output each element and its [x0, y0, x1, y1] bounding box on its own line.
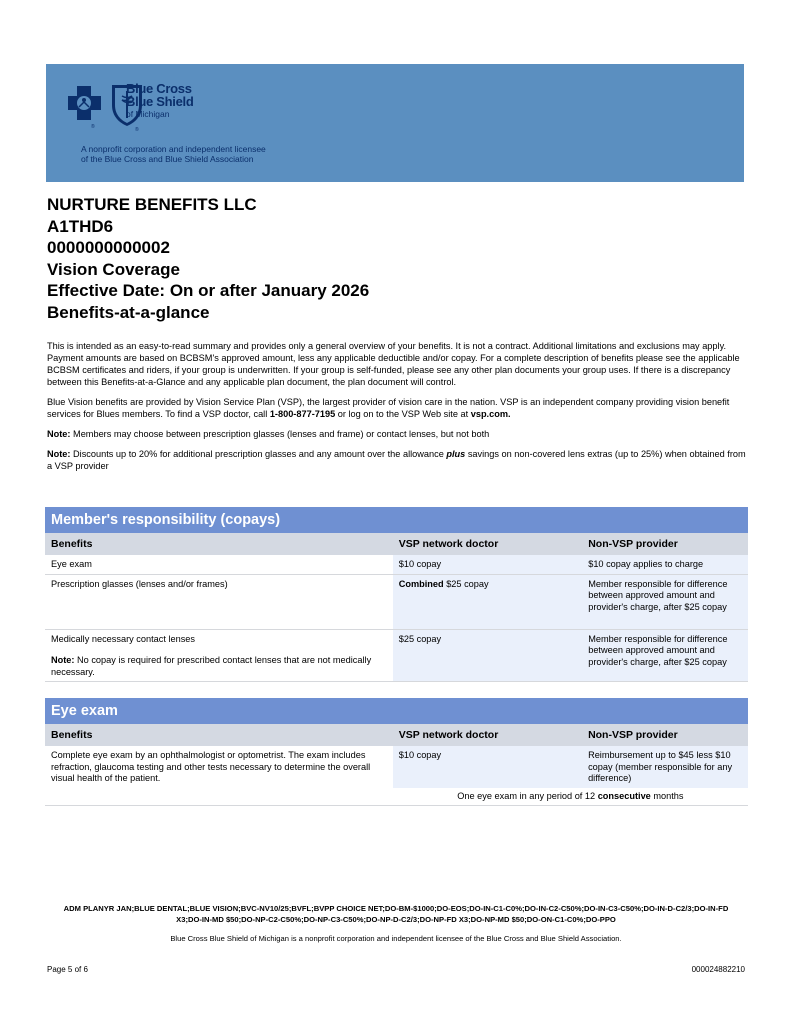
intro-paragraph-1: This is intended as an easy-to-read summary and provides only a general overview of your benefits. It is not a contract. Additional limitations and exclusions may apply. Payment amounts are based on BCBSM's approved amount, less any applicable deductible and/or copay. For a complete description of benefits please see the applicable BCBSM certificates and riders, if your group is underwritten. If your group is self-funded, please see any other plan documents your group uses. If there is a discrepancy between this Benefits-at-a-Glance and any applicable plan document, the plan document will control. — [47, 341, 740, 387]
vsp-cell: $10 copay — [393, 555, 582, 574]
eye-exam-section-title: Eye exam — [45, 698, 748, 724]
tagline-line-1: A nonprofit corporation and independent licensee — [81, 144, 266, 154]
table-row — [45, 555, 748, 574]
brand-line-2: Blue Shield — [126, 94, 194, 109]
frequency-note — [393, 788, 748, 806]
intro-paragraph-2 — [47, 396, 747, 420]
note-2-emphasis: plus — [446, 449, 466, 459]
brand-name — [126, 82, 194, 121]
benefit-cell: Complete eye exam by an ophthalmologist or optometrist. The exam includes refraction, glaucoma testing and other tests necessary to determine the overall visual health of the patient. — [51, 750, 371, 783]
column-header-vsp: VSP network doctor — [393, 533, 582, 555]
vsp-cell — [393, 574, 582, 629]
note-2-text-b: savings on non-covered lens extras (up to 25%) when obtained from a VSP provider — [47, 449, 746, 471]
frequency-text-b: months — [650, 790, 684, 801]
document-id: 000024882210 — [691, 965, 745, 974]
column-header-non-vsp: Non-VSP provider — [582, 533, 748, 555]
intro-text — [47, 340, 747, 480]
footer-disclaimer: Blue Cross Blue Shield of Michigan is a nonprofit corporation and independent licensee of the Blue Cross and Blue Shield Association. — [170, 934, 622, 943]
table-footer-row — [45, 788, 748, 806]
benefit-name: Medically necessary contact lenses — [51, 633, 196, 644]
brand-line-3: of Michigan — [126, 109, 170, 119]
group-number: 0000000000002 — [47, 238, 170, 257]
non-vsp-cell: Member responsible for difference between approved amount and provider's charge, after $25 copay — [582, 574, 748, 629]
copays-section — [45, 507, 748, 682]
note-label: Note: — [47, 449, 71, 459]
company-name: NURTURE BENEFITS LLC — [47, 195, 257, 214]
group-code: A1THD6 — [47, 216, 114, 236]
copays-section-title: Member's responsibility (copays) — [45, 507, 748, 533]
combined-label: Combined — [398, 578, 444, 589]
note-label: Note: — [47, 429, 71, 439]
table-header-row — [45, 724, 748, 746]
column-header-vsp: VSP network doctor — [393, 724, 582, 746]
document-header — [47, 194, 369, 323]
benefit-note-text: No copay is required for prescribed contact lenses that are not medically necessary. — [51, 655, 372, 677]
note-2-text-a: Discounts up to 20% for additional prescription glasses and any amount over the allowance — [70, 449, 447, 459]
benefit-cell: Prescription glasses (lenses and/or frames) — [45, 574, 393, 629]
page-title: Benefits-at-a-glance — [47, 302, 210, 322]
plan-codes: ADM PLANYR JAN;BLUE DENTAL;BLUE VISION;BVC-NV10/25;BVFL;BVPP CHOICE NET;DO-BM-$1000;DO-EOS;DO-IN-C1-C0%;DO-IN-C2-C50%;DO-IN-C3-C50%;DO-IN-D-C2/3;DO-IN-FD X3;DO-IN-MD $50;DO-NP-C2-C50%;DO-NP-C3-C50%;DO-NP-D-C2/3;DO-NP-FD X3;DO-NP-MD $50;DO-ON-C1-C0%;DO-PPO — [63, 904, 729, 924]
brand-line-1: Blue Cross — [126, 81, 192, 96]
non-vsp-cell: Reimbursement up to $45 less $10 copay (member responsible for any difference) — [582, 746, 748, 788]
vsp-copay: $25 copay — [443, 578, 489, 589]
page-number: Page 5 of 6 — [47, 965, 88, 974]
header-banner — [46, 64, 744, 182]
benefit-cell: Eye exam — [45, 555, 393, 574]
eye-exam-table — [45, 724, 748, 806]
column-header-benefits: Benefits — [45, 533, 393, 555]
coverage-type: Vision Coverage — [47, 259, 180, 279]
brand-tagline — [81, 144, 266, 164]
benefit-note — [51, 655, 387, 678]
column-header-non-vsp: Non-VSP provider — [582, 724, 748, 746]
column-header-benefits: Benefits — [45, 724, 393, 746]
non-vsp-cell: $10 copay applies to charge — [582, 555, 748, 574]
vsp-description: Blue Vision benefits are provided by Vision Service Plan (VSP), the largest provider of vision care in the nation. VSP is an independent company providing vision benefit services for Blues members. To find a VSP doctor, call — [47, 397, 730, 419]
vsp-cell: $10 copay — [393, 746, 582, 788]
table-row — [45, 629, 748, 682]
eye-exam-section — [45, 698, 748, 806]
vsp-phone: 1-800-877-7195 — [269, 409, 336, 419]
benefit-cell — [45, 629, 393, 682]
note-2 — [47, 448, 747, 472]
svg-text:®: ® — [135, 127, 139, 133]
copays-table — [45, 533, 748, 682]
non-vsp-cell: Member responsible for difference between approved amount and provider's charge, after $25 copay — [582, 629, 748, 682]
vsp-cell: $25 copay — [393, 629, 582, 682]
table-row — [45, 746, 748, 788]
note-1-text: Members may choose between prescription glasses (lenses and frame) or contact lenses, but not both — [70, 429, 490, 439]
frequency-text-a: One eye exam in any period of 12 — [457, 790, 598, 801]
vsp-web-text: or log on to the VSP Web site at — [335, 409, 471, 419]
vsp-website-link[interactable]: vsp.com. — [470, 409, 511, 419]
tagline-line-2: of the Blue Cross and Blue Shield Association — [81, 154, 254, 164]
frequency-emphasis: consecutive — [597, 790, 651, 801]
table-header-row — [45, 533, 748, 555]
table-row — [45, 574, 748, 629]
note-label: Note: — [51, 655, 75, 665]
effective-date: Effective Date: On or after January 2026 — [47, 281, 370, 300]
empty-cell — [45, 788, 393, 806]
svg-text:®: ® — [91, 124, 95, 130]
note-1 — [47, 428, 747, 440]
